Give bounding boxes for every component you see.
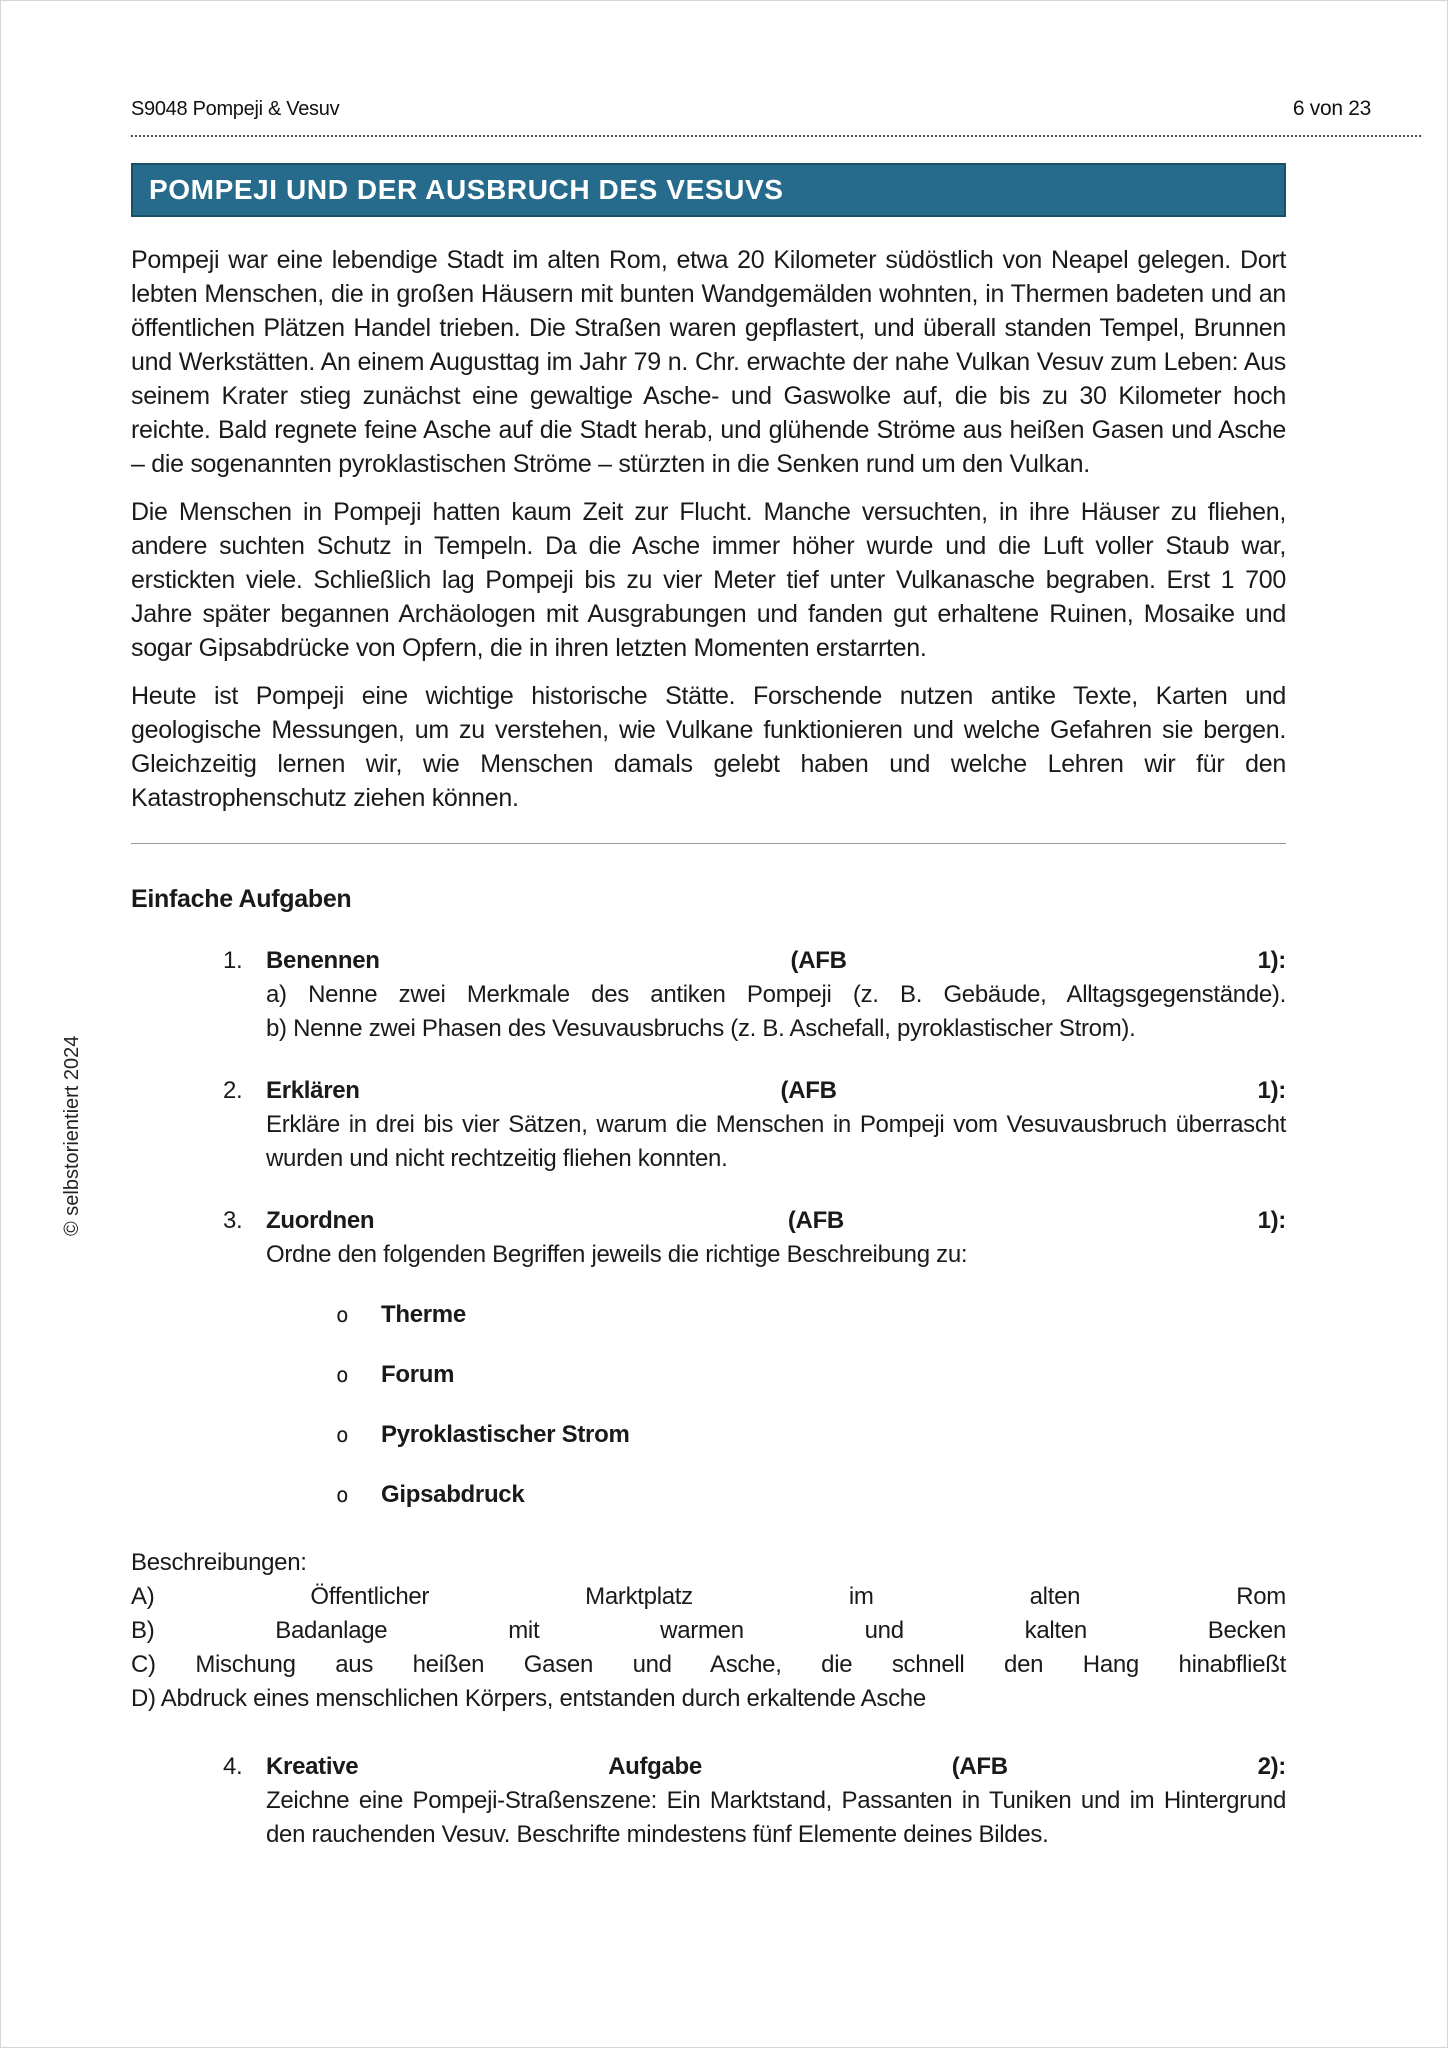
description-a: A) Öffentlicher Marktplatz im alten Rom xyxy=(131,1583,1286,1610)
circle-bullet-icon: o xyxy=(336,1483,349,1507)
task-3-title: Zuordnen xyxy=(266,1207,375,1234)
task-4-body: Zeichne eine Pompeji-Straßenszene: Ein Marktstand, Passanten in Tuniken und im Hintergrund den rauchenden Vesuv. Beschrifte mindestens fünf Elemente deines Bildes. xyxy=(266,1787,1286,1848)
task-3-afb-level: 1): xyxy=(1257,1207,1286,1234)
descriptions-block xyxy=(131,1546,1286,1716)
task-4-title-word-2: Aufgabe xyxy=(608,1753,702,1780)
task-4-title-row xyxy=(266,1750,1286,1784)
task-3-title-row xyxy=(266,1204,1286,1238)
task-1-line-b: b) Nenne zwei Phasen des Vesuvausbruchs (z. B. Aschefall, pyroklastischer Strom). xyxy=(266,1015,1136,1042)
task-1-title: Benennen xyxy=(266,947,380,974)
task-2-afb-open: (AFB xyxy=(780,1077,837,1104)
task-3-number: 3. xyxy=(223,1207,243,1234)
intro-paragraph-1: Pompeji war eine lebendige Stadt im alten Rom, etwa 20 Kilometer südöstlich von Neapel gelegen. Dort lebten Menschen, die in großen Häusern mit bunten Wandgemälden wohnten, in Thermen badeten und an öffentlichen Plätzen Handel trieben. Die Straßen waren gepflastert, und überall standen Tempel, Brunnen und Werkstätten. An einem Augusttag im Jahr 79 n. Chr. erwachte der nahe Vulkan Vesuv zum Leben: Aus seinem Krater stieg zunächst eine gewaltige Asche- und Gaswolke auf, die bis zu 30 Kilometer hoch reichte. Bald regnete feine Asche auf die Stadt herab, und glühende Ströme aus heißen Gasen und Asche – die sogenannten pyroklastischen Ströme – stürzten in die Senken rund um den Vulkan. xyxy=(131,246,1286,478)
task-3-afb-open: (AFB xyxy=(787,1207,844,1234)
task-1-afb-level: 1): xyxy=(1257,947,1286,974)
intro-paragraph-3: Heute ist Pompeji eine wichtige historische Stätte. Forschende nutzen antike Texte, Karten und geologische Messungen, um zu verstehen, wie Vulkane funktionieren und welche Gefahren sie bergen. Gleichzeitig lernen wir, wie Menschen damals gelebt haben und welche Lehren wir für den Katastrophenschutz ziehen können. xyxy=(131,682,1286,812)
copyright-vertical-note: © selbstorientiert 2024 xyxy=(61,1035,83,1236)
task-3-header xyxy=(223,1204,1286,1238)
page-content xyxy=(131,1,1371,1852)
description-b: B) Badanlage mit warmen und kalten Becken xyxy=(131,1617,1286,1644)
section-divider xyxy=(131,843,1286,844)
intro-paragraph-2: Die Menschen in Pompeji hatten kaum Zeit zur Flucht. Manche versuchten, in ihre Häuser zu fliehen, andere suchten Schutz in Tempeln. Da die Asche immer höher wurde und die Luft voller Staub war, erstickten viele. Schließlich lag Pompeji bis zu vier Meter tief unter Vulkanasche begraben. Erst 1 700 Jahre später begannen Archäologen mit Ausgrabungen und fanden gut erhaltene Ruinen, Mosaike und sogar Gipsabdrücke von Opfern, die in ihren letzten Momenten erstarrten. xyxy=(131,498,1286,662)
page-number: 6 von 23 xyxy=(1292,97,1371,120)
task-2-title: Erklären xyxy=(266,1077,360,1104)
term-therme: Therme xyxy=(381,1301,466,1328)
header-dotted-rule xyxy=(131,135,1421,137)
list-item xyxy=(266,1298,1286,1332)
task-3-body xyxy=(266,1238,1286,1512)
task-4 xyxy=(131,1750,1286,1852)
task-2-header xyxy=(223,1074,1286,1108)
task-2-title-row xyxy=(266,1074,1286,1108)
page-header xyxy=(131,1,1421,121)
term-gipsabdruck: Gipsabdruck xyxy=(381,1481,525,1508)
description-c: C) Mischung aus heißen Gasen und Asche, die schnell den Hang hinabfließt xyxy=(131,1651,1286,1678)
task-1-line-a: a) Nenne zwei Merkmale des antiken Pompeji (z. B. Gebäude, Alltagsgegenstände). xyxy=(266,981,1286,1008)
term-pyroklastischer-strom: Pyroklastischer Strom xyxy=(381,1421,630,1448)
task-2-number: 2. xyxy=(223,1077,243,1104)
task-1-afb-open: (AFB xyxy=(790,947,847,974)
page-title: POMPEJI UND DER AUSBRUCH DES VESUVS xyxy=(149,174,784,205)
task-4-header xyxy=(223,1750,1286,1784)
list-item xyxy=(266,1478,1286,1512)
task-4-afb-level: 2): xyxy=(1257,1753,1286,1780)
task-1-title-row xyxy=(266,944,1286,978)
doc-code: S9048 Pompeji & Vesuv xyxy=(131,98,340,120)
descriptions-label: Beschreibungen: xyxy=(131,1549,307,1576)
circle-bullet-icon: o xyxy=(336,1423,349,1447)
term-forum: Forum xyxy=(381,1361,455,1388)
title-banner xyxy=(131,163,1286,217)
task-1-number: 1. xyxy=(223,947,243,974)
task-3 xyxy=(131,1204,1286,1512)
task-4-title-word-1: Kreative xyxy=(266,1753,359,1780)
list-item xyxy=(266,1418,1286,1452)
task-1-body xyxy=(266,978,1286,1046)
section-heading: Einfache Aufgaben xyxy=(131,885,352,913)
task-3-intro: Ordne den folgenden Begriffen jeweils die richtige Beschreibung zu: xyxy=(266,1241,968,1268)
task-2-body: Erkläre in drei bis vier Sätzen, warum die Menschen in Pompeji vom Vesuvausbruch überrascht wurden und nicht rechtzeitig fliehen konnten. xyxy=(266,1111,1286,1172)
task-4-number: 4. xyxy=(223,1753,243,1780)
description-d: D) Abdruck eines menschlichen Körpers, entstanden durch erkaltende Asche xyxy=(131,1685,926,1712)
task-4-afb-open: (AFB xyxy=(951,1753,1008,1780)
task-1-header xyxy=(223,944,1286,978)
circle-bullet-icon: o xyxy=(336,1303,349,1327)
task-2 xyxy=(131,1074,1286,1176)
task-1 xyxy=(131,944,1286,1046)
list-item xyxy=(266,1358,1286,1392)
term-list xyxy=(266,1298,1286,1512)
task-2-afb-level: 1): xyxy=(1257,1077,1286,1104)
circle-bullet-icon: o xyxy=(336,1363,349,1387)
